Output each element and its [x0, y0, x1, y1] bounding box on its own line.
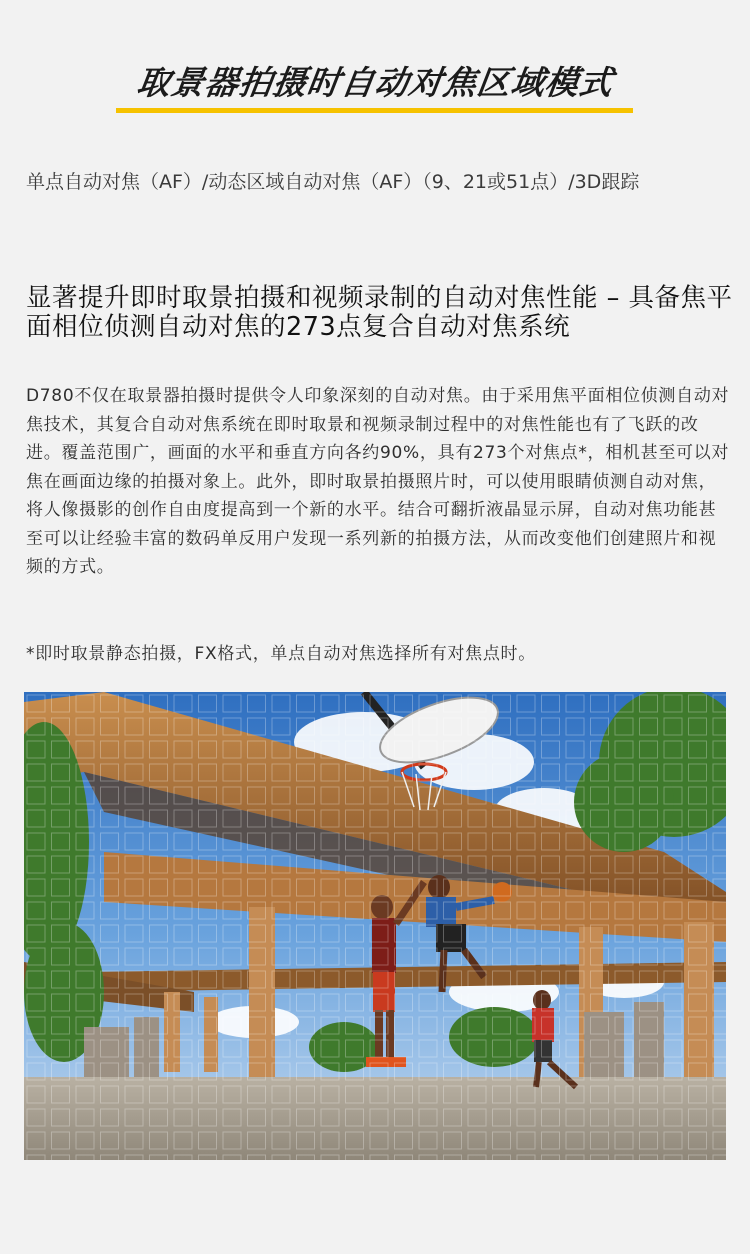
- section-title-wrap: [0, 60, 750, 106]
- footnote: *即时取景静态拍摄，FX格式，单点自动对焦选择所有对焦点时。: [26, 644, 536, 664]
- feature-headline: 显著提升即时取景拍摄和视频录制的自动对焦性能 – 具备焦平面相位侦测自动对焦的273点复合自动对焦系统: [26, 283, 733, 342]
- af-modes-text: 单点自动对焦（AF）/动态区域自动对焦（AF）（9、21或51点）/3D跟踪: [26, 171, 640, 193]
- feature-description: D780不仅在取景器拍摄时提供令人印象深刻的自动对焦。由于采用焦平面相位侦测自动对焦技术，其复合自动对焦系统在即时取景和视频录制过程中的对焦性能也有了飞跃的改进。覆盖范围广，画面的水平和垂直方向各约90%，具有273个对焦点*，相机甚至可以对焦在画面边缘的拍摄对象上。此外，即时取景拍摄照片时，可以使用眼睛侦测自动对焦，将人像摄影的创作自由度提高到一个新的水平。结合可翻折液晶显示屏，自动对焦功能甚至可以让经验丰富的数码单反用户发现一系列新的拍摄方法，从而改变他们创建照片和视频的方式。: [26, 386, 730, 577]
- af-point-grid-overlay: [24, 692, 726, 1160]
- title-underline: [116, 108, 633, 113]
- section-title: 取景器拍摄时自动对焦区域模式: [134, 63, 616, 102]
- basketball-photo: [24, 692, 726, 1160]
